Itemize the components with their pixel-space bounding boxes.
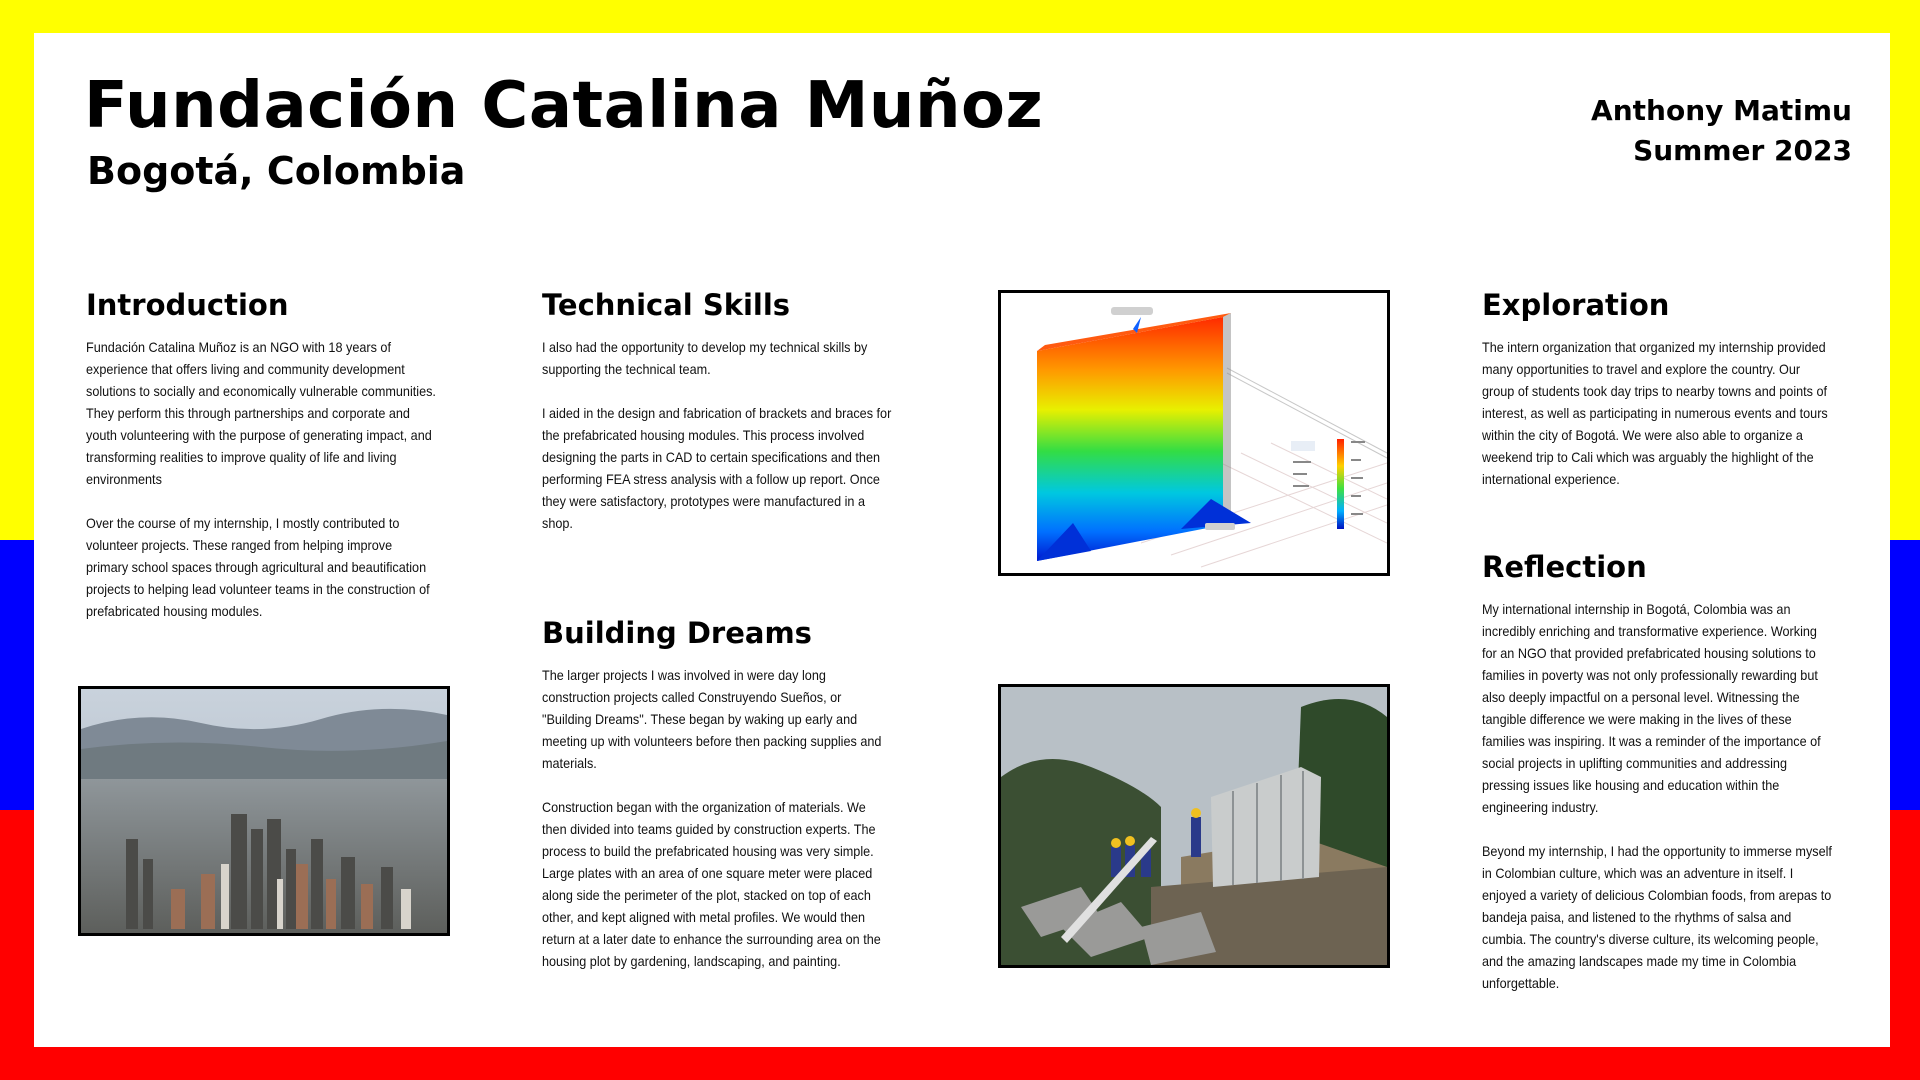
introduction-text (86, 337, 438, 623)
reflection-text (1482, 599, 1834, 995)
poster-subtitle: Bogotá, Colombia (87, 149, 466, 193)
poster-title: Fundación Catalina Muñoz (84, 69, 1044, 143)
technical-skills-text (542, 337, 894, 535)
building-dreams-paragraph: The larger projects I was involved in were day long construction projects called Construyendo Sueños, or "Building Dreams". These began by waking up early and meeting up with volunteers before then packing supplies and materials. (542, 668, 882, 771)
fea-analysis-image (998, 290, 1390, 576)
exploration-heading: Exploration (1482, 288, 1670, 322)
fea-stress-plot (1001, 293, 1387, 573)
bogota-city-photo (78, 686, 450, 936)
author-block (1591, 91, 1852, 171)
author-term: Summer 2023 (1633, 134, 1852, 167)
reflection-paragraph: Beyond my internship, I had the opportunity to immerse myself in Colombian culture, which was an adventure in itself. I enjoyed a variety of delicious Colombian foods, from arepas to bandeja paisa, and listened to the rhythms of salsa and cumbia. The country's diverse culture, its welcoming people, and the amazing landscapes made my time in Colombia unforgettable. (1482, 844, 1832, 991)
introduction-paragraph: Fundación Catalina Muñoz is an NGO with 18 years of experience that offers living and community development solutions to socially and economically vulnerable communities. They perform this through partnerships and corporate and youth volunteering with the purpose of generating impact, and transforming realities to improve quality of life and living environments (86, 340, 436, 487)
author-name: Anthony Matimu (1591, 94, 1852, 127)
reflection-paragraph: My international internship in Bogotá, Colombia was an incredibly enriching and transformative experience. Working for an NGO that provided prefabricated housing solutions to families in poverty was not only professionally rewarding but also deeply impactful on a personal level. Witnessing the tangible difference we were making in the lives of these families was inspiring. It was a reminder of the importance of social projects in uplifting communities and addressing pressing issues like housing and education within the engineering industry. (1482, 602, 1821, 815)
building-dreams-paragraph: Construction began with the organization of materials. We then divided into teams guided by construction experts. The process to build the prefabricated housing was very simple. Large plates with an area of one square meter were placed along side the perimeter of the plot, stacked on top of each other, and kept aligned with metal profiles. We would then return at a later date to enhance the surrounding area on the housing plot by gardening, landscaping, and painting. (542, 800, 881, 969)
introduction-paragraph: Over the course of my internship, I mostly contributed to volunteer projects. These ranged from helping improve primary school spaces through agricultural and beautification projects to helping lead volunteer teams in the construction of prefabricated housing modules. (86, 516, 430, 619)
construction-scene-image (1001, 687, 1387, 965)
construction-site-photo (998, 684, 1390, 968)
technical-skills-paragraph: I also had the opportunity to develop my technical skills by supporting the technical team. (542, 340, 868, 377)
building-dreams-heading: Building Dreams (542, 616, 812, 650)
reflection-heading: Reflection (1482, 550, 1647, 584)
technical-skills-paragraph: I aided in the design and fabrication of brackets and braces for the prefabricated housing modules. This process involved designing the parts in CAD to certain specifications and then performing FEA stress analysis with a follow up report. Once they were satisfactory, prototypes were manufactured in a shop. (542, 406, 892, 531)
exploration-text (1482, 337, 1834, 491)
bogota-skyline-image (81, 689, 447, 933)
technical-skills-heading: Technical Skills (542, 288, 791, 322)
building-dreams-text (542, 665, 894, 973)
poster-card (34, 33, 1890, 1047)
exploration-paragraph: The intern organization that organized my internship provided many opportunities to travel and explore the country. Our group of students took day trips to nearby towns and points of interest, as well as participating in numerous events and tours within the city of Bogotá. We were also able to organize a weekend trip to Cali which was arguably the highlight of the international experience. (1482, 340, 1828, 487)
introduction-heading: Introduction (86, 288, 289, 322)
